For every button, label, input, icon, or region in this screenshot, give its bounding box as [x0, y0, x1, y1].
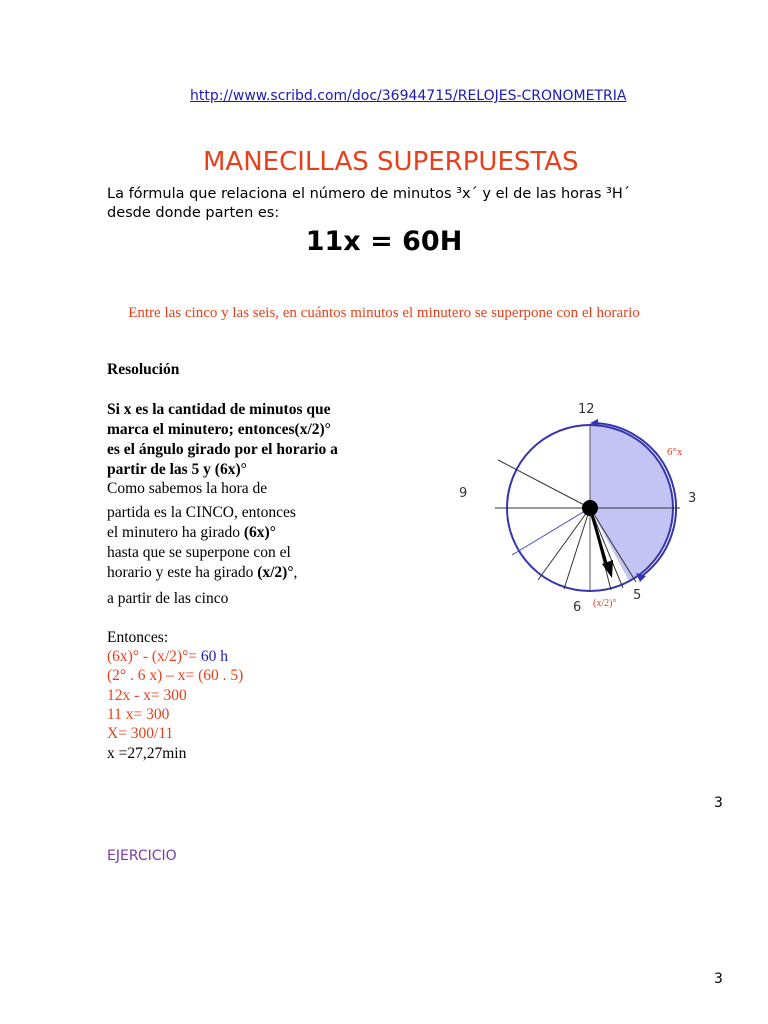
resolution-heading: Resolución	[107, 361, 180, 378]
explain-line-1: Como sabemos la hora de	[107, 480, 268, 497]
intro-line-2: desde donde parten es:	[107, 205, 280, 221]
clock-center	[582, 500, 598, 516]
step-4: 11 x= 300	[107, 706, 170, 723]
explain-line-3-text: el minutero ha girado	[107, 524, 244, 541]
radial-line-3	[538, 508, 590, 580]
bold-line-3: es el ángulo girado por el horario a	[107, 441, 338, 458]
explain-line-3	[107, 523, 276, 543]
radial-line-4	[564, 508, 590, 589]
explain-line-5-bold: (x/2)°	[257, 564, 294, 581]
explain-line-5-comma: ,	[293, 564, 298, 581]
source-link[interactable]: http://www.scribd.com/doc/36944715/RELOJES-CRONOMETRIA	[190, 88, 627, 104]
step-1-red: (6x)° - (x/2)°=	[107, 648, 201, 665]
exercise-heading: EJERCICIO	[107, 848, 177, 864]
explain-line-3-bold: (6x)°	[243, 524, 276, 541]
steps-intro: Entonces:	[107, 629, 169, 646]
radial-line-1	[498, 460, 590, 508]
clock-number-6: 6	[573, 600, 582, 615]
clock-number-12: 12	[578, 402, 595, 417]
bold-line-2: marca el minutero; entonces(x/2)°	[107, 421, 331, 438]
explain-line-6: a partir de las cinco	[107, 590, 229, 607]
step-5: X= 300/11	[107, 725, 174, 742]
explain-line-2: partida es la CINCO, entonces	[107, 504, 296, 521]
clock-number-5: 5	[633, 588, 642, 603]
bold-line-4: partir de las 5 y (6x)°	[107, 461, 247, 478]
clock-number-9: 9	[459, 486, 468, 501]
bold-line-1: Si x es la cantidad de minutos que	[107, 401, 331, 418]
explain-line-4: hasta que se superpone con el	[107, 544, 291, 561]
step-6: x =27,27min	[107, 745, 187, 762]
step-1-blue: 60 h	[200, 648, 229, 665]
angle-label-hour: (x/2)°	[593, 598, 617, 609]
page-number-1: 3	[714, 795, 723, 811]
step-1	[107, 647, 228, 667]
radial-line-2	[512, 508, 590, 555]
step-3: 12x - x= 300	[107, 687, 187, 704]
explain-line-5	[107, 563, 297, 583]
angle-label-minute: 6°x	[667, 446, 683, 458]
explain-line-5-text: horario y este ha girado	[107, 564, 258, 581]
clock-diagram	[440, 390, 740, 620]
intro-line-1: La fórmula que relaciona el número de minutos ³x´ y el de las horas ³H´	[107, 186, 630, 202]
clock-number-3: 3	[688, 491, 697, 506]
page-number-2: 3	[714, 971, 723, 987]
main-formula: 11x = 60H	[305, 226, 463, 257]
problem-question: Entre las cinco y las seis, en cuántos minutos el minutero se superpone con el horario	[128, 305, 640, 321]
intro-text	[107, 185, 667, 223]
page-title: MANECILLAS SUPERPUESTAS	[203, 147, 579, 177]
step-2: (2° . 6 x) – x= (60 . 5)	[107, 667, 244, 684]
